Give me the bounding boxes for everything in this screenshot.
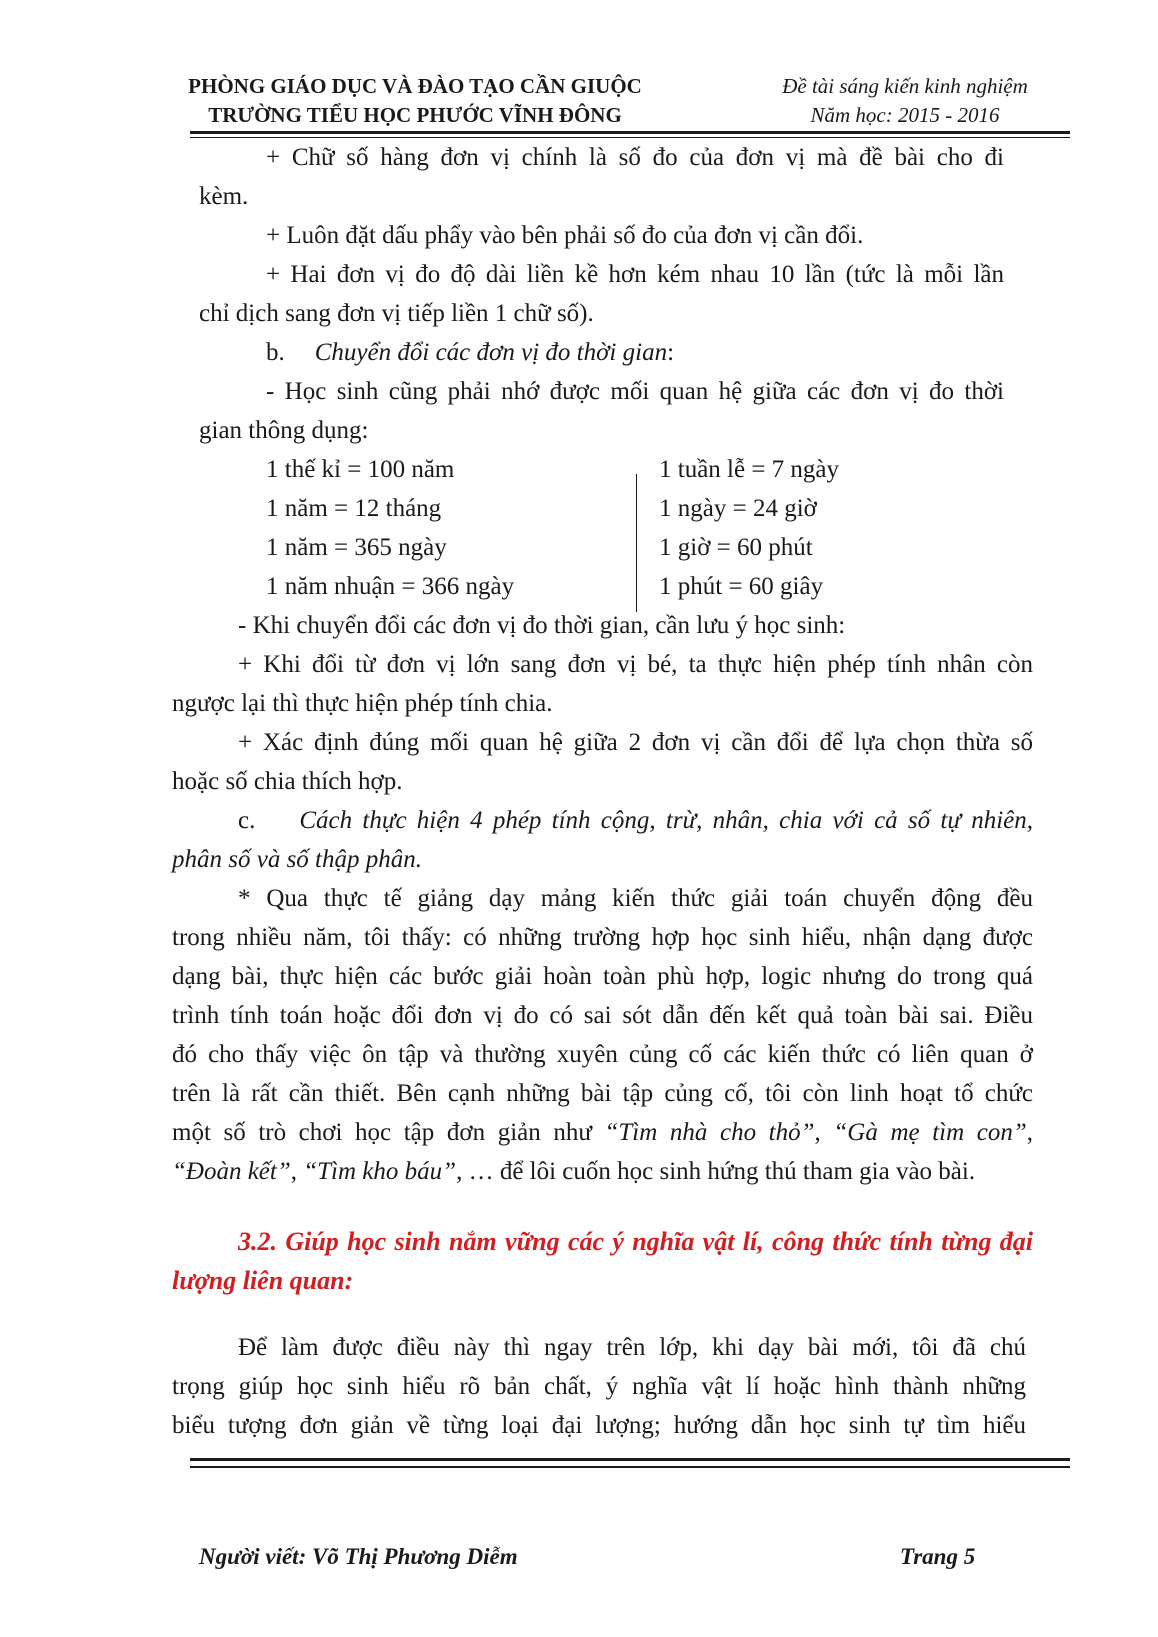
body-line: + Luôn đặt dấu phẩy vào bên phải số đo của đơn vị cần đổi. [266, 222, 864, 249]
table-divider [636, 474, 637, 612]
body-line: + Xác định đúng mối quan hệ giữa 2 đơn vị cần đổi để lựa chọn thừa số [238, 729, 1033, 756]
paragraph-line: đó cho thấy việc ôn tập và thường xuyên củng cố các kiến thức có liên quan ở [172, 1041, 1033, 1068]
time-left-3: 1 năm = 365 ngày [266, 534, 447, 561]
paragraph-line: * Qua thực tế giảng dạy mảng kiến thức giải toán chuyển động đều [238, 885, 1033, 912]
subsection-c-title: Cách thực hiện 4 phép tính cộng, trừ, nhân, chia với cả số tự nhiên, [299, 807, 1033, 834]
time-left-1: 1 thế kỉ = 100 năm [266, 456, 455, 483]
paragraph-line: trong nhiều năm, tôi thấy: có những trường hợp học sinh hiểu, nhận dạng được [172, 924, 1033, 951]
header-rule-thick [190, 131, 1070, 134]
body-line: + Hai đơn vị đo độ dài liền kề hơn kém nhau 10 lần (tức là mỗi lần [266, 261, 1004, 288]
body-line: gian thông dụng: [199, 417, 369, 444]
separator: , [814, 1119, 834, 1146]
section-heading: 3.2. Giúp học sinh nắm vững các ý nghĩa vật lí, công thức tính từng đại [238, 1227, 1033, 1256]
body-line: + Khi đổi từ đơn vị lớn sang đơn vị bé, ta thực hiện phép tính nhân còn [238, 651, 1033, 678]
body-line: chỉ dịch sang đơn vị tiếp liền 1 chữ số). [199, 300, 594, 327]
school-year: Năm học: 2015 - 2016 [810, 103, 1000, 127]
paragraph-text: , … để lôi cuốn học sinh hứng thú tham gia vào bài. [456, 1158, 976, 1185]
department-name: PHÒNG GIÁO DỤC VÀ ĐÀO TẠO CẦN GIUỘC [188, 74, 642, 98]
subsection-b [266, 338, 674, 368]
body-line: - Khi chuyển đổi các đơn vị đo thời gian, cần lưu ý học sinh: [238, 612, 846, 639]
school-name: TRƯỜNG TIỂU HỌC PHƯỚC VĨNH ĐÔNG [208, 103, 622, 127]
paragraph-line: dạng bài, thực hiện các bước giải hoàn toàn phù hợp, logic nhưng do trong quá [172, 963, 1033, 990]
footer-rule-second [190, 1466, 1070, 1468]
section-paragraph-line: Để làm được điều này thì ngay trên lớp, khi dạy bài mới, tôi đã chú [238, 1334, 1026, 1361]
subsection-b-marker: b. [266, 339, 285, 366]
footer-rule-thick [190, 1458, 1070, 1461]
paragraph-line [172, 1118, 1033, 1148]
separator: , [1026, 1119, 1033, 1146]
header-rule-thin [190, 137, 1070, 138]
body-line: hoặc số chia thích hợp. [172, 768, 403, 795]
paragraph-line: trình tính toán hoặc đổi đơn vị đo có sai sót dẫn đến kết quả toàn bài sai. Điều [172, 1002, 1033, 1029]
time-left-2: 1 năm = 12 tháng [266, 495, 442, 522]
time-right-4: 1 phút = 60 giây [659, 573, 824, 600]
time-left-4: 1 năm nhuận = 366 ngày [266, 573, 515, 600]
school-header [160, 72, 670, 130]
game-title: “Gà mẹ tìm con” [833, 1119, 1027, 1146]
document-info [740, 72, 1070, 130]
game-title: “Đoàn kết” [172, 1158, 291, 1185]
time-right-2: 1 ngày = 24 giờ [659, 495, 817, 522]
section-heading-cont: lượng liên quan: [172, 1266, 354, 1295]
time-right-3: 1 giờ = 60 phút [659, 534, 813, 561]
section-paragraph-line: trọng giúp học sinh hiểu rõ bản chất, ý nghĩa vật lí hoặc hình thành những [172, 1373, 1026, 1400]
body-line: - Học sinh cũng phải nhớ được mối quan hệ giữa các đơn vị đo thời [266, 378, 1004, 405]
time-right-1: 1 tuần lễ = 7 ngày [659, 456, 840, 483]
subsection-c-marker: c. [238, 807, 256, 834]
body-line: + Chữ số hàng đơn vị chính là số đo của đơn vị mà đề bài cho đi [266, 144, 1004, 171]
paragraph-line: trên là rất cần thiết. Bên cạnh những bài tập củng cố, tôi còn linh hoạt tổ chức [172, 1080, 1033, 1107]
body-line: ngược lại thì thực hiện phép tính chia. [172, 690, 553, 717]
subsection-c-title-cont: phân số và số thập phân. [172, 846, 422, 873]
subsection-c [238, 806, 1033, 836]
page-number: Trang 5 [900, 1544, 976, 1569]
footer-author: Người viết: Võ Thị Phương Diễm [199, 1544, 518, 1569]
subsection-b-colon: : [667, 339, 675, 366]
separator: , [290, 1158, 304, 1185]
document-type: Đề tài sáng kiến kinh nghiệm [782, 74, 1028, 98]
paragraph-text: một số trò chơi học tập đơn giản như [172, 1119, 605, 1146]
paragraph-line [172, 1157, 975, 1187]
section-paragraph-line: biểu tượng đơn giản về từng loại đại lượng; hướng dẫn học sinh tự tìm hiểu [172, 1412, 1026, 1439]
game-title: “Tìm kho báu” [303, 1158, 457, 1185]
subsection-b-title: Chuyển đổi các đơn vị đo thời gian [314, 339, 668, 366]
game-title: “Tìm nhà cho thỏ” [604, 1119, 815, 1146]
body-line: kèm. [199, 183, 249, 210]
